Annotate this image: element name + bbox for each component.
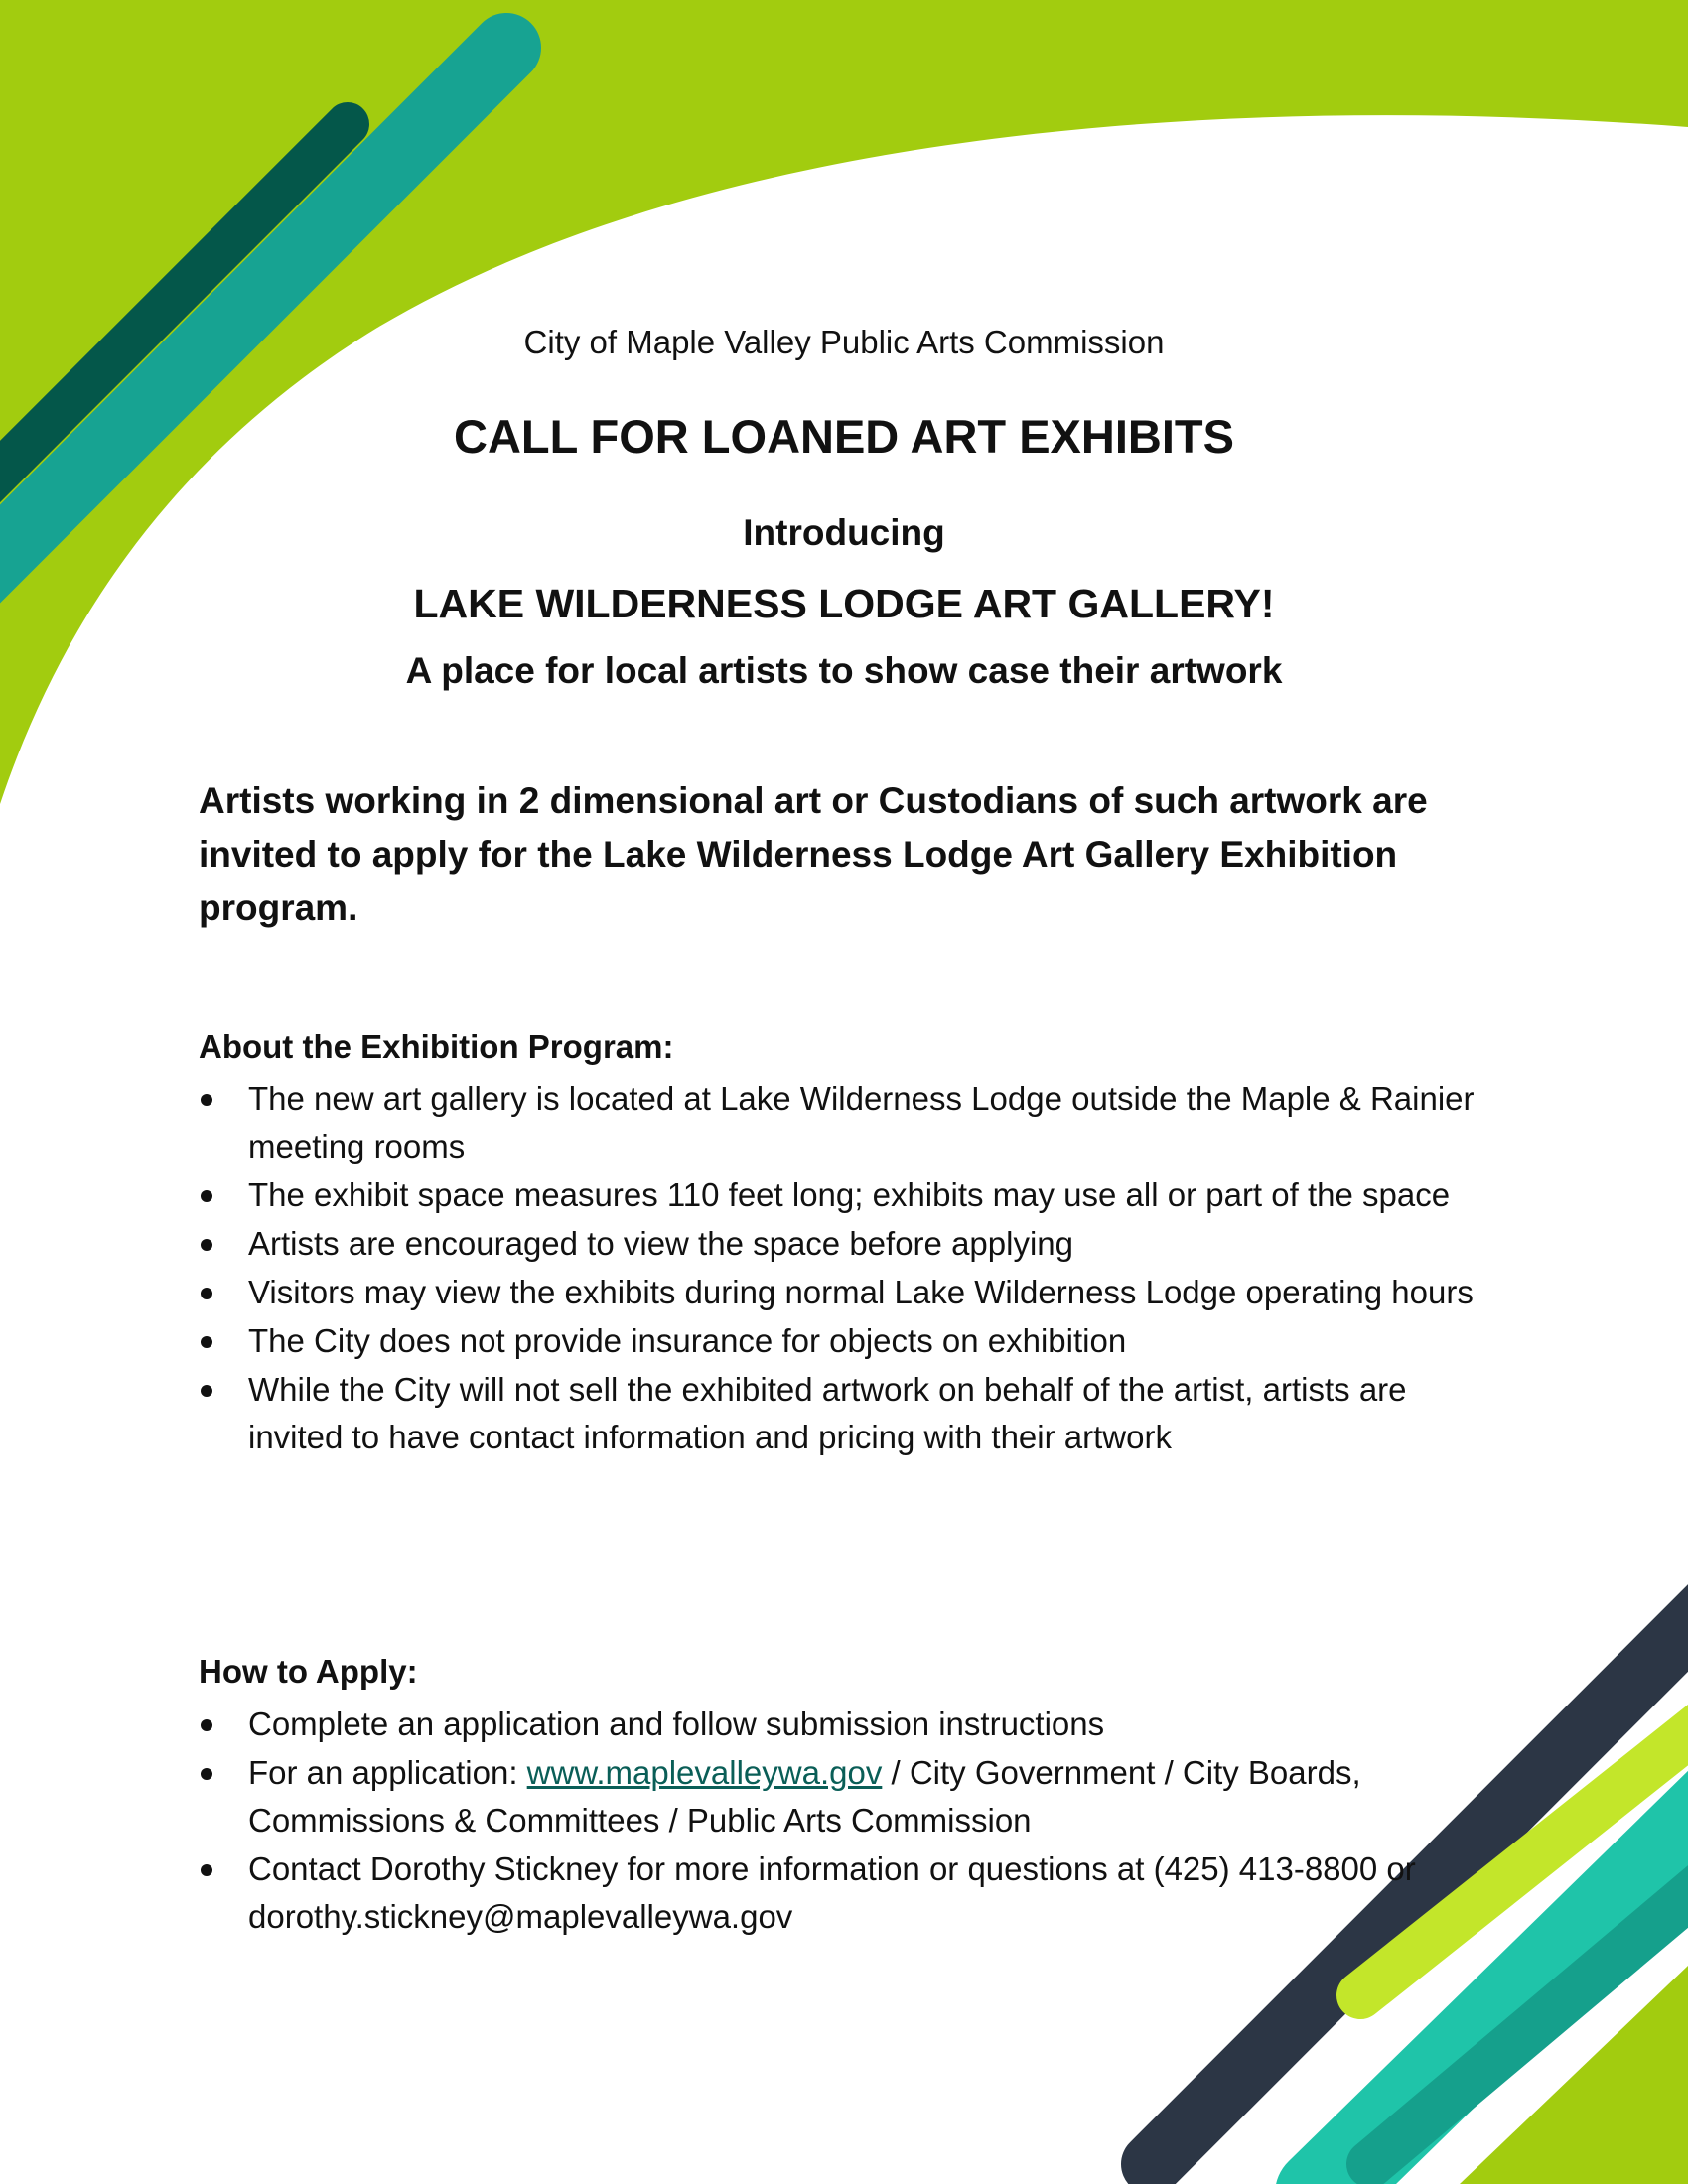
- list-item: Visitors may view the exhibits during normal Lake Wilderness Lodge operating hours: [199, 1269, 1499, 1316]
- invitation-paragraph: Artists working in 2 dimensional art or Custodians of such artwork are invited to apply for the Lake Wilderness Lodge Art Gallery Exhibition program.: [199, 780, 1428, 928]
- list-item: While the City will not sell the exhibited artwork on behalf of the artist, artists are invited to have contact information and pricing with their artwork: [199, 1366, 1499, 1461]
- apply-list: [199, 1701, 1499, 1942]
- list-item: Complete an application and follow submission instructions: [199, 1701, 1499, 1748]
- about-list: [199, 1075, 1499, 1462]
- application-path: / City Government / City Boards, Commissions & Committees / Public Arts Commission: [248, 1754, 1361, 1839]
- introducing-label: Introducing: [743, 512, 945, 553]
- about-heading: About the Exhibition Program:: [199, 1028, 674, 1065]
- application-prefix: For an application:: [248, 1754, 527, 1791]
- organization-name: City of Maple Valley Public Arts Commission: [523, 324, 1165, 360]
- application-list-item: [199, 1749, 1499, 1844]
- list-item: The exhibit space measures 110 feet long; exhibits may use all or part of the space: [199, 1171, 1499, 1219]
- list-item: Artists are encouraged to view the space before applying: [199, 1220, 1499, 1268]
- how-to-apply-heading: How to Apply:: [199, 1653, 418, 1690]
- tagline: A place for local artists to show case their artwork: [405, 650, 1283, 691]
- page-title: CALL FOR LOANED ART EXHIBITS: [454, 410, 1234, 463]
- website-link[interactable]: www.maplevalleywa.gov: [526, 1754, 883, 1791]
- contact-list-item: Contact Dorothy Stickney for more information or questions at (425) 413-8800 or dorothy.stickney@maplevalleywa.gov: [199, 1845, 1499, 1941]
- list-item: The new art gallery is located at Lake Wilderness Lodge outside the Maple & Rainier meeting rooms: [199, 1075, 1499, 1170]
- list-item: The City does not provide insurance for objects on exhibition: [199, 1317, 1499, 1365]
- gallery-name: LAKE WILDERNESS LODGE ART GALLERY!: [413, 581, 1275, 626]
